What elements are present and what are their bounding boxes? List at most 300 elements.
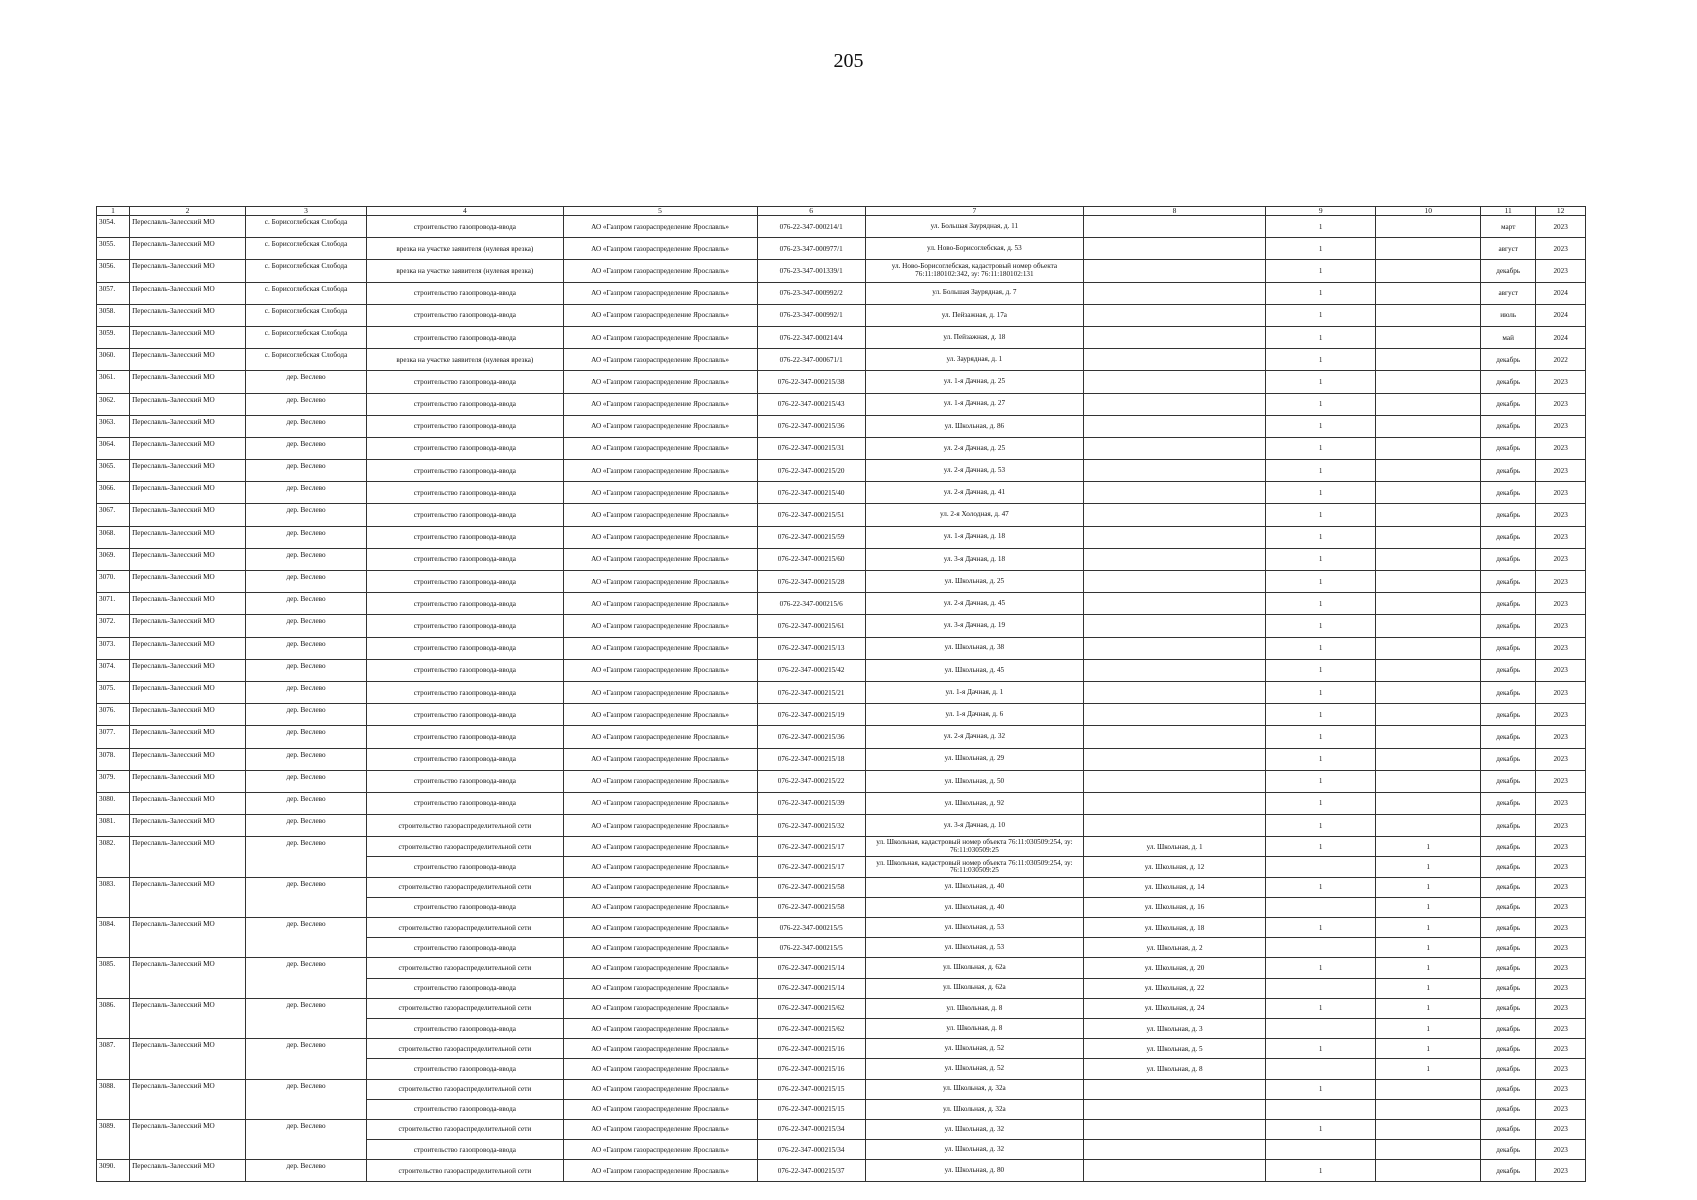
year-cell: 2023	[1536, 216, 1586, 238]
column-8-cell	[1084, 681, 1266, 703]
application-number-cell: 076-22-347-000215/40	[757, 482, 865, 504]
organization-cell: АО «Газпром газораспределение Ярославль»	[563, 815, 757, 837]
row-number-cell: 3054.	[97, 216, 130, 238]
settlement-cell: дер. Веслево	[245, 526, 366, 548]
settlement-cell: с. Борисоглебская Слобода	[245, 238, 366, 260]
table-row	[97, 681, 1586, 703]
row-number-cell: 3085.	[97, 958, 130, 998]
application-number-cell: 076-22-347-000215/15	[757, 1079, 865, 1099]
column-8-cell	[1084, 1119, 1266, 1139]
work-cell: строительство газопровода-ввода	[367, 548, 563, 570]
column-10-cell	[1376, 238, 1481, 260]
organization-cell: АО «Газпром газораспределение Ярославль»	[563, 460, 757, 482]
table-row	[97, 615, 1586, 637]
address-cell: ул. Школьная, д. 53	[865, 918, 1083, 938]
column-9-cell	[1266, 1140, 1376, 1160]
year-cell: 2023	[1536, 748, 1586, 770]
work-cell: строительство газопровода-ввода	[367, 482, 563, 504]
year-cell: 2023	[1536, 1059, 1586, 1079]
address-cell: ул. Школьная, д. 62а	[865, 958, 1083, 978]
address-cell: ул. 1-я Дачная, д. 6	[865, 704, 1083, 726]
application-number-cell: 076-22-347-000215/31	[757, 437, 865, 459]
month-cell: декабрь	[1481, 460, 1536, 482]
year-cell: 2023	[1536, 1079, 1586, 1099]
application-number-cell: 076-22-347-000215/59	[757, 526, 865, 548]
column-10-cell	[1376, 615, 1481, 637]
col-header: 2	[130, 207, 246, 216]
column-9-cell: 1	[1266, 571, 1376, 593]
address-cell: ул. 1-я Дачная, д. 18	[865, 526, 1083, 548]
year-cell: 2023	[1536, 437, 1586, 459]
column-8-cell	[1084, 216, 1266, 238]
column-8-cell: ул. Школьная, д. 2	[1084, 938, 1266, 958]
column-8-cell: ул. Школьная, д. 5	[1084, 1039, 1266, 1059]
municipality-cell: Переславль-Залесский МО	[130, 415, 246, 437]
row-number-cell: 3068.	[97, 526, 130, 548]
work-cell: строительство газораспределительной сети	[367, 958, 563, 978]
organization-cell: АО «Газпром газораспределение Ярославль»	[563, 1039, 757, 1059]
row-number-cell: 3076.	[97, 704, 130, 726]
column-10-cell: 1	[1376, 918, 1481, 938]
column-8-cell	[1084, 571, 1266, 593]
application-number-cell: 076-22-347-000215/16	[757, 1039, 865, 1059]
address-cell: ул. 1-я Дачная, д. 27	[865, 393, 1083, 415]
municipality-cell: Переславль-Залесский МО	[130, 371, 246, 393]
column-9-cell: 1	[1266, 415, 1376, 437]
application-number-cell: 076-22-347-000215/32	[757, 815, 865, 837]
column-8-cell	[1084, 371, 1266, 393]
table-row	[97, 216, 1586, 238]
column-10-cell	[1376, 548, 1481, 570]
month-cell: декабрь	[1481, 815, 1536, 837]
work-cell: строительство газопровода-ввода	[367, 593, 563, 615]
settlement-cell: дер. Веслево	[245, 393, 366, 415]
address-cell: ул. Школьная, д. 32	[865, 1119, 1083, 1139]
year-cell: 2023	[1536, 857, 1586, 877]
address-cell: ул. Ново-Борисоглебская, д. 53	[865, 238, 1083, 260]
municipality-cell: Переславль-Залесский МО	[130, 918, 246, 958]
year-cell: 2023	[1536, 460, 1586, 482]
column-9-cell: 1	[1266, 326, 1376, 348]
settlement-cell: дер. Веслево	[245, 415, 366, 437]
column-8-cell	[1084, 437, 1266, 459]
table-row	[97, 393, 1586, 415]
row-number-cell: 3057.	[97, 282, 130, 304]
work-cell: строительство газораспределительной сети	[367, 1160, 563, 1182]
column-8-cell	[1084, 1140, 1266, 1160]
table-row	[97, 504, 1586, 526]
table-row	[97, 1119, 1586, 1139]
column-9-cell: 1	[1266, 593, 1376, 615]
month-cell: декабрь	[1481, 393, 1536, 415]
column-10-cell	[1376, 482, 1481, 504]
year-cell: 2023	[1536, 1099, 1586, 1119]
row-number-cell: 3056.	[97, 260, 130, 282]
column-9-cell: 1	[1266, 815, 1376, 837]
month-cell: декабрь	[1481, 681, 1536, 703]
municipality-cell: Переславль-Залесский МО	[130, 837, 246, 877]
address-cell: ул. Ново-Борисоглебская, кадастровый номер объекта 76:11:180102:342, зу: 76:11:180102:131	[865, 260, 1083, 282]
address-cell: ул. Школьная, д. 32	[865, 1140, 1083, 1160]
municipality-cell: Переславль-Залесский МО	[130, 1119, 246, 1159]
row-number-cell: 3075.	[97, 681, 130, 703]
application-number-cell: 076-22-347-000215/34	[757, 1119, 865, 1139]
row-number-cell: 3082.	[97, 837, 130, 877]
work-cell: строительство газопровода-ввода	[367, 1059, 563, 1079]
month-cell: декабрь	[1481, 837, 1536, 857]
work-cell: строительство газопровода-ввода	[367, 637, 563, 659]
work-cell: строительство газораспределительной сети	[367, 837, 563, 857]
column-8-cell	[1084, 548, 1266, 570]
column-8-cell: ул. Школьная, д. 22	[1084, 978, 1266, 998]
column-10-cell	[1376, 526, 1481, 548]
table-row	[97, 998, 1586, 1018]
settlement-cell: дер. Веслево	[245, 837, 366, 877]
work-cell: строительство газопровода-ввода	[367, 726, 563, 748]
column-8-cell	[1084, 593, 1266, 615]
application-number-cell: 076-22-347-000215/51	[757, 504, 865, 526]
municipality-cell: Переславль-Залесский МО	[130, 704, 246, 726]
address-cell: ул. Школьная, д. 25	[865, 571, 1083, 593]
year-cell: 2023	[1536, 238, 1586, 260]
application-number-cell: 076-22-347-000215/17	[757, 837, 865, 857]
organization-cell: АО «Газпром газораспределение Ярославль»	[563, 1160, 757, 1182]
column-8-cell	[1084, 792, 1266, 814]
work-cell: строительство газопровода-ввода	[367, 615, 563, 637]
month-cell: декабрь	[1481, 415, 1536, 437]
municipality-cell: Переславль-Залесский МО	[130, 460, 246, 482]
organization-cell: АО «Газпром газораспределение Ярославль»	[563, 526, 757, 548]
column-10-cell	[1376, 792, 1481, 814]
settlement-cell: дер. Веслево	[245, 681, 366, 703]
settlement-cell: дер. Веслево	[245, 482, 366, 504]
application-number-cell: 076-22-347-000215/43	[757, 393, 865, 415]
settlement-cell: дер. Веслево	[245, 460, 366, 482]
work-cell: строительство газораспределительной сети	[367, 1079, 563, 1099]
row-number-cell: 3071.	[97, 593, 130, 615]
municipality-cell: Переславль-Залесский МО	[130, 548, 246, 570]
row-number-cell: 3055.	[97, 238, 130, 260]
organization-cell: АО «Газпром газораспределение Ярославль»	[563, 393, 757, 415]
work-cell: строительство газопровода-ввода	[367, 857, 563, 877]
table-row	[97, 282, 1586, 304]
address-cell: ул. 3-я Дачная, д. 18	[865, 548, 1083, 570]
column-9-cell	[1266, 1059, 1376, 1079]
column-9-cell: 1	[1266, 748, 1376, 770]
table-row	[97, 415, 1586, 437]
year-cell: 2024	[1536, 304, 1586, 326]
application-number-cell: 076-22-347-000215/13	[757, 637, 865, 659]
address-cell: ул. 1-я Дачная, д. 1	[865, 681, 1083, 703]
column-8-cell	[1084, 393, 1266, 415]
year-cell: 2023	[1536, 792, 1586, 814]
organization-cell: АО «Газпром газораспределение Ярославль»	[563, 593, 757, 615]
settlement-cell: дер. Веслево	[245, 548, 366, 570]
table-row	[97, 482, 1586, 504]
column-10-cell: 1	[1376, 877, 1481, 897]
column-8-cell	[1084, 349, 1266, 371]
column-8-cell	[1084, 637, 1266, 659]
settlement-cell: дер. Веслево	[245, 918, 366, 958]
month-cell: декабрь	[1481, 958, 1536, 978]
year-cell: 2023	[1536, 571, 1586, 593]
application-number-cell: 076-23-347-000992/2	[757, 282, 865, 304]
column-8-cell	[1084, 770, 1266, 792]
month-cell: декабрь	[1481, 1079, 1536, 1099]
row-number-cell: 3080.	[97, 792, 130, 814]
year-cell: 2023	[1536, 918, 1586, 938]
work-cell: строительство газопровода-ввода	[367, 393, 563, 415]
application-number-cell: 076-22-347-000215/39	[757, 792, 865, 814]
settlement-cell: с. Борисоглебская Слобода	[245, 282, 366, 304]
address-cell: ул. 2-я Дачная, д. 41	[865, 482, 1083, 504]
municipality-cell: Переславль-Залесский МО	[130, 615, 246, 637]
month-cell: декабрь	[1481, 1119, 1536, 1139]
application-number-cell: 076-23-347-000992/1	[757, 304, 865, 326]
organization-cell: АО «Газпром газораспределение Ярославль»	[563, 1079, 757, 1099]
column-10-cell	[1376, 460, 1481, 482]
municipality-cell: Переславль-Залесский МО	[130, 238, 246, 260]
municipality-cell: Переславль-Залесский МО	[130, 659, 246, 681]
municipality-cell: Переславль-Залесский МО	[130, 349, 246, 371]
table-row	[97, 238, 1586, 260]
application-number-cell: 076-22-347-000214/1	[757, 216, 865, 238]
municipality-cell: Переславль-Залесский МО	[130, 637, 246, 659]
col-header: 8	[1084, 207, 1266, 216]
column-10-cell: 1	[1376, 1059, 1481, 1079]
municipality-cell: Переславль-Залесский МО	[130, 393, 246, 415]
column-8-cell	[1084, 704, 1266, 726]
settlement-cell: дер. Веслево	[245, 792, 366, 814]
settlement-cell: дер. Веслево	[245, 748, 366, 770]
municipality-cell: Переславль-Залесский МО	[130, 216, 246, 238]
row-number-cell: 3073.	[97, 637, 130, 659]
column-10-cell	[1376, 260, 1481, 282]
col-header: 11	[1481, 207, 1536, 216]
organization-cell: АО «Газпром газораспределение Ярославль»	[563, 571, 757, 593]
column-10-cell: 1	[1376, 998, 1481, 1018]
month-cell: декабрь	[1481, 1140, 1536, 1160]
organization-cell: АО «Газпром газораспределение Ярославль»	[563, 349, 757, 371]
application-number-cell: 076-22-347-000215/42	[757, 659, 865, 681]
settlement-cell: дер. Веслево	[245, 637, 366, 659]
municipality-cell: Переславль-Залесский МО	[130, 326, 246, 348]
column-10-cell	[1376, 726, 1481, 748]
column-9-cell	[1266, 978, 1376, 998]
municipality-cell: Переславль-Залесский МО	[130, 1079, 246, 1119]
row-number-cell: 3077.	[97, 726, 130, 748]
organization-cell: АО «Газпром газораспределение Ярославль»	[563, 548, 757, 570]
organization-cell: АО «Газпром газораспределение Ярославль»	[563, 998, 757, 1018]
organization-cell: АО «Газпром газораспределение Ярославль»	[563, 504, 757, 526]
column-9-cell: 1	[1266, 504, 1376, 526]
column-10-cell: 1	[1376, 1039, 1481, 1059]
organization-cell: АО «Газпром газораспределение Ярославль»	[563, 1018, 757, 1038]
table-row	[97, 460, 1586, 482]
address-cell: ул. 3-я Дачная, д. 19	[865, 615, 1083, 637]
col-header: 7	[865, 207, 1083, 216]
table-row	[97, 958, 1586, 978]
month-cell: декабрь	[1481, 877, 1536, 897]
address-cell: ул. Школьная, д. 53	[865, 938, 1083, 958]
column-10-cell	[1376, 304, 1481, 326]
col-header: 6	[757, 207, 865, 216]
column-9-cell	[1266, 938, 1376, 958]
column-9-cell: 1	[1266, 1119, 1376, 1139]
row-number-cell: 3074.	[97, 659, 130, 681]
municipality-cell: Переславль-Залесский МО	[130, 792, 246, 814]
column-10-cell	[1376, 282, 1481, 304]
column-8-cell: ул. Школьная, д. 14	[1084, 877, 1266, 897]
row-number-cell: 3081.	[97, 815, 130, 837]
application-number-cell: 076-22-347-000215/17	[757, 857, 865, 877]
month-cell: декабрь	[1481, 918, 1536, 938]
organization-cell: АО «Газпром газораспределение Ярославль»	[563, 938, 757, 958]
municipality-cell: Переславль-Залесский МО	[130, 482, 246, 504]
column-8-cell	[1084, 659, 1266, 681]
year-cell: 2023	[1536, 371, 1586, 393]
application-number-cell: 076-22-347-000215/20	[757, 460, 865, 482]
address-cell: ул. Школьная, д. 52	[865, 1039, 1083, 1059]
column-9-cell: 1	[1266, 238, 1376, 260]
column-10-cell: 1	[1376, 958, 1481, 978]
column-9-cell: 1	[1266, 1039, 1376, 1059]
month-cell: декабрь	[1481, 792, 1536, 814]
column-9-cell	[1266, 857, 1376, 877]
column-10-cell	[1376, 1160, 1481, 1182]
column-9-cell: 1	[1266, 837, 1376, 857]
row-number-cell: 3083.	[97, 877, 130, 917]
address-cell: ул. Школьная, д. 92	[865, 792, 1083, 814]
work-cell: врезка на участке заявителя (нулевая врезка)	[367, 349, 563, 371]
municipality-cell: Переславль-Залесский МО	[130, 958, 246, 998]
col-header: 10	[1376, 207, 1481, 216]
month-cell: декабрь	[1481, 1039, 1536, 1059]
year-cell: 2023	[1536, 593, 1586, 615]
month-cell: декабрь	[1481, 504, 1536, 526]
year-cell: 2023	[1536, 1039, 1586, 1059]
organization-cell: АО «Газпром газораспределение Ярославль»	[563, 1099, 757, 1119]
work-cell: строительство газораспределительной сети	[367, 815, 563, 837]
application-number-cell: 076-22-347-000215/28	[757, 571, 865, 593]
row-number-cell: 3059.	[97, 326, 130, 348]
year-cell: 2023	[1536, 1160, 1586, 1182]
year-cell: 2023	[1536, 393, 1586, 415]
application-number-cell: 076-22-347-000215/19	[757, 704, 865, 726]
column-10-cell: 1	[1376, 1018, 1481, 1038]
column-10-cell: 1	[1376, 978, 1481, 998]
organization-cell: АО «Газпром газораспределение Ярославль»	[563, 615, 757, 637]
work-cell: строительство газораспределительной сети	[367, 998, 563, 1018]
year-cell: 2023	[1536, 877, 1586, 897]
year-cell: 2023	[1536, 482, 1586, 504]
address-cell: ул. Школьная, д. 8	[865, 998, 1083, 1018]
column-9-cell: 1	[1266, 1079, 1376, 1099]
row-number-cell: 3079.	[97, 770, 130, 792]
settlement-cell: дер. Веслево	[245, 593, 366, 615]
column-9-cell: 1	[1266, 704, 1376, 726]
month-cell: декабрь	[1481, 978, 1536, 998]
year-cell: 2023	[1536, 1119, 1586, 1139]
address-cell: ул. 2-я Холодная, д. 47	[865, 504, 1083, 526]
address-cell: ул. Школьная, д. 40	[865, 877, 1083, 897]
column-10-cell: 1	[1376, 938, 1481, 958]
address-cell: ул. Школьная, д. 45	[865, 659, 1083, 681]
work-cell: строительство газораспределительной сети	[367, 1119, 563, 1139]
column-8-cell: ул. Школьная, д. 20	[1084, 958, 1266, 978]
month-cell: декабрь	[1481, 748, 1536, 770]
address-cell: ул. Школьная, д. 38	[865, 637, 1083, 659]
table-row	[97, 371, 1586, 393]
municipality-cell: Переславль-Залесский МО	[130, 748, 246, 770]
column-9-cell: 1	[1266, 681, 1376, 703]
year-cell: 2023	[1536, 681, 1586, 703]
month-cell: март	[1481, 216, 1536, 238]
organization-cell: АО «Газпром газораспределение Ярославль»	[563, 437, 757, 459]
year-cell: 2023	[1536, 415, 1586, 437]
column-8-cell	[1084, 615, 1266, 637]
column-9-cell: 1	[1266, 282, 1376, 304]
header-row	[97, 207, 1586, 216]
organization-cell: АО «Газпром газораспределение Ярославль»	[563, 482, 757, 504]
column-10-cell	[1376, 659, 1481, 681]
column-9-cell	[1266, 897, 1376, 917]
work-cell: строительство газопровода-ввода	[367, 792, 563, 814]
year-cell: 2023	[1536, 260, 1586, 282]
month-cell: декабрь	[1481, 1018, 1536, 1038]
column-10-cell: 1	[1376, 837, 1481, 857]
municipality-cell: Переславль-Залесский МО	[130, 877, 246, 917]
month-cell: декабрь	[1481, 998, 1536, 1018]
year-cell: 2023	[1536, 998, 1586, 1018]
settlement-cell: дер. Веслево	[245, 659, 366, 681]
address-cell: ул. Школьная, д. 50	[865, 770, 1083, 792]
table-row	[97, 837, 1586, 857]
column-9-cell: 1	[1266, 659, 1376, 681]
organization-cell: АО «Газпром газораспределение Ярославль»	[563, 726, 757, 748]
column-10-cell	[1376, 415, 1481, 437]
application-number-cell: 076-22-347-000215/18	[757, 748, 865, 770]
application-number-cell: 076-22-347-000215/37	[757, 1160, 865, 1182]
month-cell: декабрь	[1481, 371, 1536, 393]
row-number-cell: 3069.	[97, 548, 130, 570]
municipality-cell: Переславль-Залесский МО	[130, 282, 246, 304]
column-9-cell: 1	[1266, 304, 1376, 326]
column-10-cell	[1376, 748, 1481, 770]
table-row	[97, 349, 1586, 371]
address-cell: ул. 2-я Дачная, д. 53	[865, 460, 1083, 482]
column-9-cell: 1	[1266, 637, 1376, 659]
table-row	[97, 1160, 1586, 1182]
row-number-cell: 3070.	[97, 571, 130, 593]
column-9-cell	[1266, 1099, 1376, 1119]
row-number-cell: 3064.	[97, 437, 130, 459]
year-cell: 2023	[1536, 897, 1586, 917]
table-row	[97, 659, 1586, 681]
municipality-cell: Переславль-Залесский МО	[130, 526, 246, 548]
year-cell: 2024	[1536, 326, 1586, 348]
municipality-cell: Переславль-Залесский МО	[130, 770, 246, 792]
col-header: 9	[1266, 207, 1376, 216]
settlement-cell: дер. Веслево	[245, 1079, 366, 1119]
application-number-cell: 076-23-347-000977/1	[757, 238, 865, 260]
row-number-cell: 3061.	[97, 371, 130, 393]
organization-cell: АО «Газпром газораспределение Ярославль»	[563, 748, 757, 770]
application-number-cell: 076-22-347-000215/62	[757, 998, 865, 1018]
month-cell: декабрь	[1481, 526, 1536, 548]
column-8-cell: ул. Школьная, д. 3	[1084, 1018, 1266, 1038]
organization-cell: АО «Газпром газораспределение Ярославль»	[563, 918, 757, 938]
